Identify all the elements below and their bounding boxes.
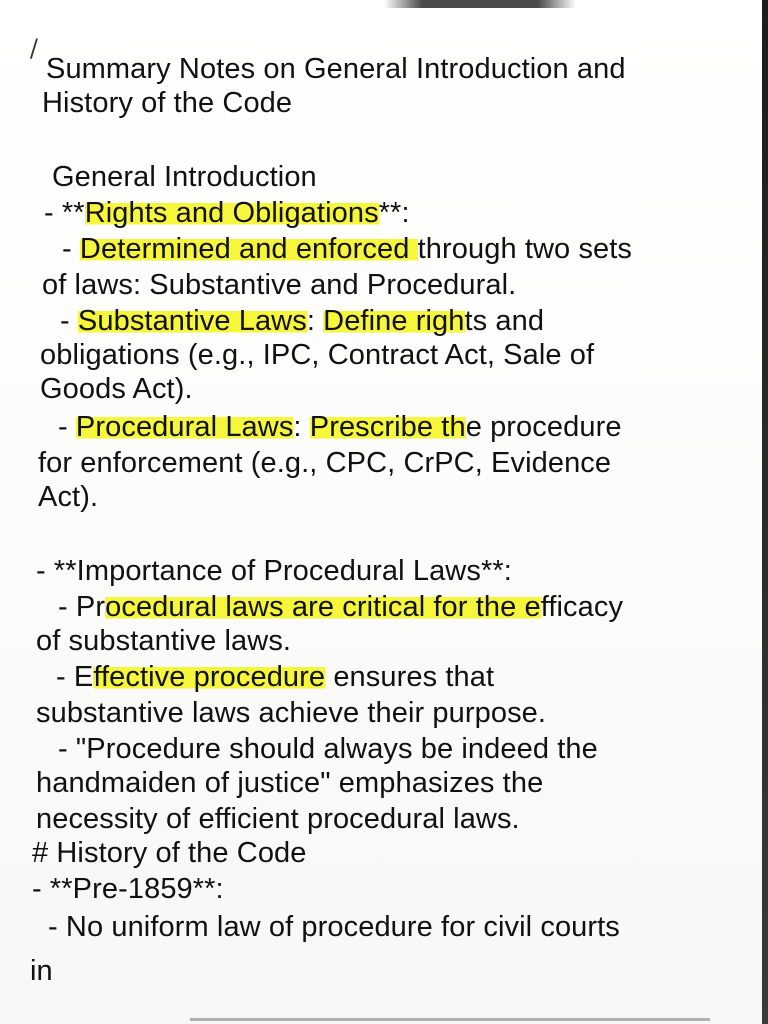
quote-line-2: handmaiden of justice" emphasizes the <box>36 767 544 799</box>
bottom-paper-edge <box>190 1018 710 1021</box>
uniform-law-line-2: in <box>30 955 53 987</box>
procedural-line-2: for enforcement (e.g., CPC, CrPC, Evidence <box>38 447 612 479</box>
title-line-2: History of the Code <box>42 87 293 119</box>
effective-line-2: substantive laws achieve their purpose. <box>36 697 547 729</box>
colon: : <box>293 411 310 443</box>
critical-line-1 <box>58 590 623 624</box>
highlighted-prescribe: Prescribe th <box>309 411 466 443</box>
right-paper-edge <box>762 0 768 1024</box>
determined-line-2: of laws: Substantive and Procedural. <box>42 269 517 301</box>
bullet-prefix: - ** <box>44 197 85 229</box>
effective-rest: ensures that <box>325 661 495 693</box>
rights-obligations-bullet <box>44 196 410 230</box>
substantive-line-2: obligations (e.g., IPC, Contract Act, Sale of <box>40 339 595 371</box>
pre-1859-bullet: - **Pre-1859**: <box>32 873 224 905</box>
section-heading-history: # History of the Code <box>32 837 307 869</box>
colon: : <box>306 305 324 337</box>
quote-line-1: - "Procedure should always be indeed the <box>58 733 598 765</box>
title-line-1: Summary Notes on General Introduction and <box>46 53 626 85</box>
uniform-law-line-1: - No uniform law of procedure for civil courts <box>48 911 620 943</box>
highlighted-procedural-laws: Procedural Laws <box>75 411 294 443</box>
quote-line-3: necessity of efficient procedural laws. <box>36 803 520 835</box>
procedural-line-3: Act). <box>38 481 99 513</box>
highlighted-define-rights: Define righ <box>323 305 465 337</box>
critical-rest: fficacy <box>540 591 624 623</box>
critical-prefix: - Pr <box>58 591 106 623</box>
substantive-rest: ts and <box>464 305 545 337</box>
bullet-suffix: **: <box>378 197 410 229</box>
dash: - <box>62 233 80 265</box>
top-paper-edge <box>0 0 768 8</box>
determined-rest: through two sets <box>417 233 633 265</box>
section-heading-importance: - **Importance of Procedural Laws**: <box>36 555 512 587</box>
highlighted-critical-efficacy: ocedural laws are critical for the e <box>105 591 541 623</box>
substantive-line-3: Goods Act). <box>40 373 193 405</box>
dash: - <box>60 305 78 337</box>
highlighted-substantive-laws: Substantive Laws <box>77 305 307 337</box>
highlighted-rights-obligations: Rights and Obligations <box>84 197 379 229</box>
critical-line-2: of substantive laws. <box>36 625 292 657</box>
substantive-line-1 <box>60 304 544 338</box>
dash: - <box>58 411 76 443</box>
corner-pen-mark: / <box>27 33 40 65</box>
effective-prefix: - E <box>56 661 94 693</box>
determined-line-1 <box>62 232 632 266</box>
highlighted-effective-procedure: ffective procedure <box>93 661 326 693</box>
procedural-line-1 <box>58 410 622 444</box>
section-heading-general-introduction: General Introduction <box>52 161 317 193</box>
highlighted-determined-enforced: Determined and enforced <box>79 233 418 265</box>
procedural-rest: e procedure <box>465 411 622 443</box>
effective-line-1 <box>56 660 494 694</box>
